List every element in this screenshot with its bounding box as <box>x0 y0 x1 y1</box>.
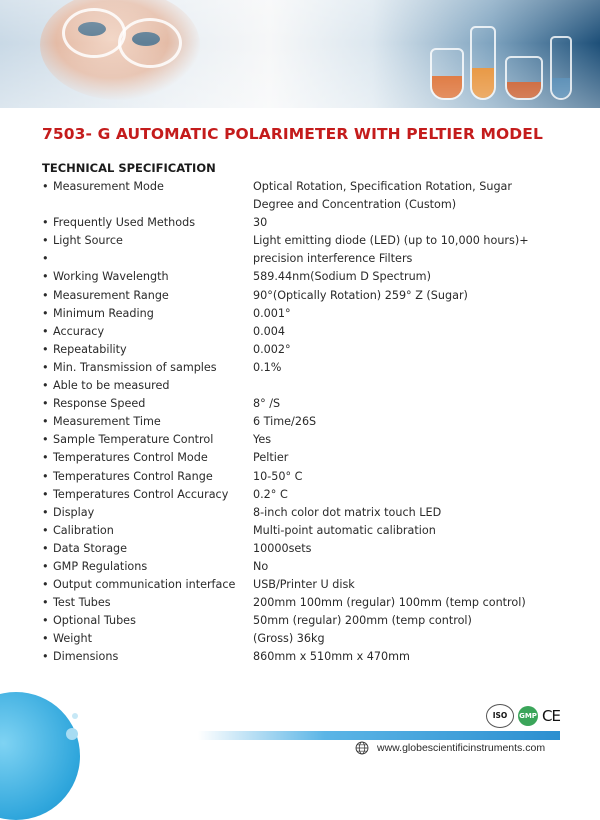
bullet-icon: • <box>42 650 49 664</box>
spec-value-line: Degree and Concentration (Custom) <box>253 198 457 212</box>
bullet-icon: • <box>42 433 49 447</box>
bullet-icon: • <box>42 306 49 320</box>
spec-value <box>253 341 562 359</box>
spec-label <box>42 431 213 449</box>
spec-label-text: Temperatures Control Range <box>53 469 213 483</box>
spec-value-line: 200mm 100mm (regular) 100mm (temp control) <box>253 596 526 610</box>
spec-row <box>42 305 562 323</box>
spec-value <box>253 413 562 431</box>
footer-accent-bar <box>198 731 560 740</box>
bullet-icon: • <box>42 632 49 646</box>
spec-row <box>42 395 562 413</box>
spec-label <box>42 486 228 504</box>
spec-label <box>42 232 123 250</box>
spec-value <box>253 359 562 377</box>
spec-label <box>42 395 145 413</box>
spec-label-text: Data Storage <box>53 541 128 555</box>
spec-label <box>42 558 147 576</box>
spec-row <box>42 214 562 232</box>
spec-label-text: Display <box>53 505 95 519</box>
spec-label <box>42 214 195 232</box>
spec-label-text: Temperatures Control Mode <box>53 451 208 465</box>
spec-row <box>42 594 562 612</box>
bullet-icon: • <box>42 505 49 519</box>
banner-overlay <box>0 0 600 108</box>
bullet-icon: • <box>42 234 49 248</box>
spec-label <box>42 268 169 286</box>
spec-row <box>42 341 562 359</box>
spec-label-text: Calibration <box>53 523 114 537</box>
spec-row <box>42 287 562 305</box>
spec-value-line: 0.004 <box>253 324 286 338</box>
bullet-icon: • <box>42 578 49 592</box>
bullet-icon: • <box>42 360 49 374</box>
spec-value-line: Light emitting diode (LED) (up to 10,000 hours)+ <box>253 234 529 248</box>
bullet-icon: • <box>42 397 49 411</box>
certification-logos <box>486 705 560 727</box>
spec-row <box>42 522 562 540</box>
spec-value <box>253 214 562 232</box>
spec-row <box>42 359 562 377</box>
spec-value <box>253 431 562 449</box>
spec-value-line: 8-inch color dot matrix touch LED <box>253 505 442 519</box>
ce-mark: CE <box>542 707 560 725</box>
spec-row <box>42 468 562 486</box>
spec-value-line: 10000sets <box>253 541 312 555</box>
bullet-icon: • <box>42 559 49 573</box>
spec-label <box>42 178 164 196</box>
spec-value-line: 50mm (regular) 200mm (temp control) <box>253 614 472 628</box>
spec-label-text: Temperatures Control Accuracy <box>53 487 229 501</box>
spec-label <box>42 648 118 666</box>
gmp-logo: GMP <box>518 706 538 726</box>
spec-label <box>42 449 208 467</box>
spec-row <box>42 612 562 630</box>
spec-label <box>42 504 94 522</box>
spec-label <box>42 612 136 630</box>
spec-row <box>42 323 562 341</box>
spec-label-text: Sample Temperature Control <box>53 433 214 447</box>
spec-label-text: Measurement Range <box>53 288 169 302</box>
header-banner-image <box>0 0 600 108</box>
spec-label <box>42 377 170 395</box>
bullet-icon: • <box>42 541 49 555</box>
bullet-icon: • <box>42 596 49 610</box>
bullet-icon: • <box>42 324 49 338</box>
spec-value <box>253 178 562 214</box>
spec-value-line: Optical Rotation, Specification Rotation, Sugar <box>253 180 513 193</box>
spec-label <box>42 323 104 341</box>
spec-row <box>42 630 562 648</box>
spec-value <box>253 648 562 666</box>
spec-value <box>253 540 562 558</box>
spec-label <box>42 413 161 431</box>
spec-label-text: Working Wavelength <box>53 270 169 284</box>
spec-label-text: Minimum Reading <box>53 306 154 320</box>
bullet-icon: • <box>42 270 49 284</box>
spec-label <box>42 594 111 612</box>
spec-label-text: Repeatability <box>53 342 127 356</box>
spec-row <box>42 431 562 449</box>
spec-value-line: USB/Printer U disk <box>253 578 355 592</box>
spec-label-text: Optional Tubes <box>53 614 136 628</box>
spec-row <box>42 486 562 504</box>
spec-value-line: 10-50° C <box>253 469 303 483</box>
spec-row <box>42 413 562 431</box>
spec-value <box>253 504 562 522</box>
spec-label <box>42 250 53 268</box>
spec-value <box>253 630 562 648</box>
iso-logo: ISO <box>486 704 514 728</box>
bullet-icon: • <box>42 523 49 537</box>
bullet-icon: • <box>42 487 49 501</box>
spec-value-line: 0.1% <box>253 360 282 374</box>
spec-label <box>42 341 127 359</box>
spec-row <box>42 504 562 522</box>
spec-row <box>42 250 562 268</box>
spec-value <box>253 486 562 504</box>
spec-value-line: (Gross) 36kg <box>253 632 325 646</box>
spec-row <box>42 377 562 395</box>
spec-label-text: Able to be measured <box>53 379 170 393</box>
bullet-icon: • <box>42 342 49 356</box>
spec-label <box>42 630 92 648</box>
spec-label-text: Light Source <box>53 234 123 248</box>
spec-label <box>42 468 213 486</box>
specification-list <box>42 178 562 667</box>
bullet-icon: • <box>42 288 49 302</box>
spec-value-line: 0.2° C <box>253 487 288 501</box>
spec-value-line: 30 <box>253 216 268 230</box>
bullet-icon: • <box>42 415 49 429</box>
spec-value <box>253 395 562 413</box>
spec-value <box>253 449 562 467</box>
spec-value <box>253 323 562 341</box>
spec-row <box>42 232 562 250</box>
spec-row <box>42 449 562 467</box>
spec-label <box>42 540 127 558</box>
spec-value <box>253 268 562 286</box>
spec-value-line: 860mm x 510mm x 470mm <box>253 650 410 664</box>
spec-value <box>253 558 562 576</box>
spec-value <box>253 232 562 250</box>
spec-value-line: Multi-point automatic calibration <box>253 523 436 537</box>
spec-label-text: Measurement Mode <box>53 180 164 193</box>
bullet-icon: • <box>42 379 49 393</box>
bullet-icon: • <box>42 216 49 230</box>
bullet-icon: • <box>42 451 49 465</box>
spec-value <box>253 377 562 395</box>
spec-value <box>253 287 562 305</box>
spec-row <box>42 268 562 286</box>
bullet-icon: • <box>42 252 49 266</box>
spec-row <box>42 178 562 214</box>
footer-website <box>355 741 545 755</box>
spec-row <box>42 576 562 594</box>
spec-row <box>42 558 562 576</box>
spec-label <box>42 576 235 594</box>
spec-label <box>42 287 169 305</box>
bullet-icon: • <box>42 180 49 193</box>
spec-label-text: Weight <box>53 632 92 646</box>
spec-value <box>253 468 562 486</box>
spec-value <box>253 250 562 268</box>
spec-value-line: No <box>253 559 269 573</box>
spec-value-line: precision interference Filters <box>253 252 413 266</box>
spec-value-line: 8° /S <box>253 397 281 411</box>
spec-label <box>42 359 217 377</box>
spec-row <box>42 648 562 666</box>
bullet-icon: • <box>42 469 49 483</box>
spec-value-line: Yes <box>253 433 272 447</box>
spec-label-text: Output communication interface <box>53 578 236 592</box>
spec-label <box>42 305 154 323</box>
globe-icon <box>355 741 369 755</box>
spec-value-line: 90°(Optically Rotation) 259° Z (Sugar) <box>253 288 468 302</box>
spec-label-text: Frequently Used Methods <box>53 216 196 230</box>
spec-value <box>253 522 562 540</box>
spec-label-text: Dimensions <box>53 650 119 664</box>
spec-label-text: Test Tubes <box>53 596 111 610</box>
spec-label-text: Min. Transmission of samples <box>53 360 217 374</box>
section-heading: TECHNICAL SPECIFICATION <box>42 161 216 175</box>
website-link[interactable]: www.globescientificinstruments.com <box>377 742 546 754</box>
spec-label-text: GMP Regulations <box>53 559 148 573</box>
spec-label <box>42 522 114 540</box>
spec-value-line: 589.44nm(Sodium D Spectrum) <box>253 270 431 284</box>
decorative-circle <box>72 713 78 719</box>
page-title: 7503- G AUTOMATIC POLARIMETER WITH PELTIER MODEL <box>42 125 543 143</box>
spec-value <box>253 576 562 594</box>
spec-value-line: 6 Time/26S <box>253 415 317 429</box>
spec-value <box>253 594 562 612</box>
spec-value <box>253 612 562 630</box>
decorative-circle <box>0 692 80 820</box>
spec-value <box>253 305 562 323</box>
bullet-icon: • <box>42 614 49 628</box>
spec-value-line: Peltier <box>253 451 289 465</box>
decorative-circle <box>66 728 78 740</box>
spec-label-text: Response Speed <box>53 397 146 411</box>
spec-row <box>42 540 562 558</box>
spec-label-text: Accuracy <box>53 324 105 338</box>
spec-value-line: 0.002° <box>253 342 291 356</box>
spec-label-text: Measurement Time <box>53 415 161 429</box>
spec-value-line: 0.001° <box>253 306 291 320</box>
